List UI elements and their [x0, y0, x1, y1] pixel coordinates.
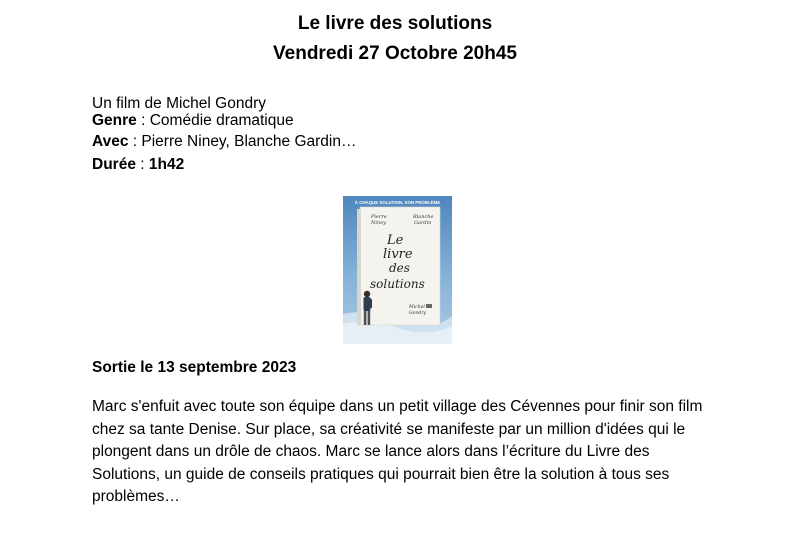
cast-line: [92, 132, 357, 152]
cast-value: : Pierre Niney, Blanche Gardin…: [128, 133, 357, 150]
genre-value: : Comédie dramatique: [136, 112, 294, 129]
duration-value: 1h42: [148, 156, 185, 173]
screening-date: Vendredi 27 Octobre 20h45: [273, 43, 517, 64]
poster-title-line2: livre: [383, 247, 413, 262]
cast-label: Avec: [92, 133, 129, 150]
poster-title-line4: solutions: [370, 277, 425, 291]
poster-credit-line1: Michel: [409, 305, 425, 310]
genre-line: [92, 111, 294, 131]
poster-logo: [426, 304, 432, 308]
poster-actor2-last: Gardin: [414, 220, 432, 226]
synopsis: Marc s'enfuit avec toute son équipe dans un petit village des Cévennes pour finir son film chez sa tante Denise. Sur place, sa créativité se manifeste par un million d'idées qui le plongent dans un drôle de chaos. Marc se lance alors dans l’écriture du Livre des Solutions, un guide de conseils pratiques qui pourrait bien être la solution à tous ses problèmes…: [92, 398, 703, 505]
director-line: Un film de Michel Gondry: [92, 95, 267, 112]
poster-artwork: [343, 196, 452, 344]
genre-label: Genre: [92, 112, 137, 129]
poster-actor1-last: Niney: [371, 220, 386, 226]
poster-tagline: À CHAQUE SOLUTION, SON PROBLÈME: [354, 200, 441, 205]
poster-actor2-first: Blanche: [413, 214, 434, 220]
poster-actor1-first: Pierre: [371, 214, 387, 220]
duration-line: [92, 155, 184, 175]
poster-title-line3: des: [389, 261, 410, 275]
movie-poster: [343, 196, 452, 344]
duration-sep: :: [135, 156, 149, 173]
poster-credit-line2: Gondry: [409, 311, 427, 316]
release-date: Sortie le 13 septembre 2023: [92, 359, 297, 376]
poster-title-line1: Le: [387, 233, 404, 248]
movie-title: Le livre des solutions: [297, 13, 493, 34]
duration-label: Durée: [92, 156, 136, 173]
